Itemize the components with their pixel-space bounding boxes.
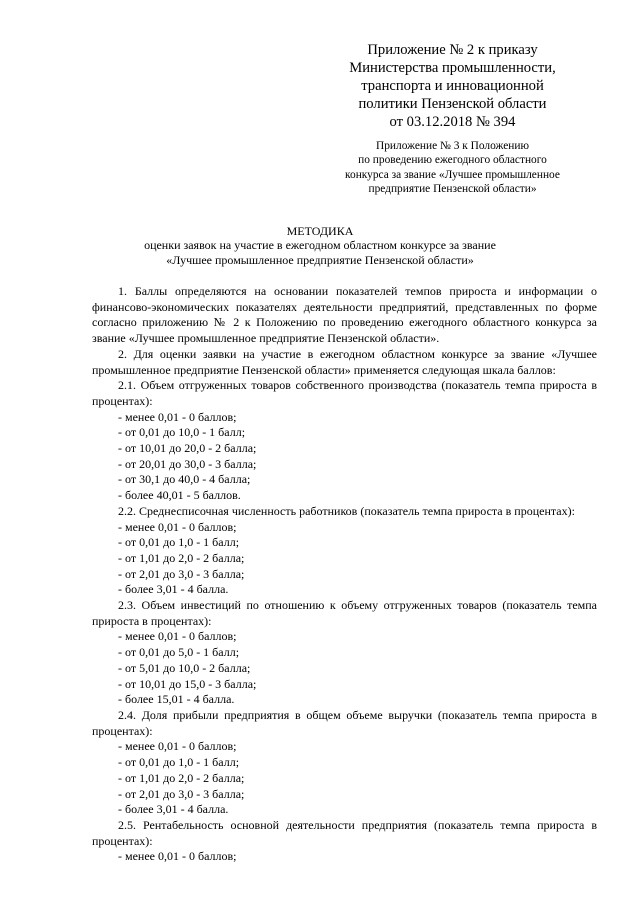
annex-line: от 03.12.2018 № 394 xyxy=(389,114,516,130)
scale-item: - более 3,01 - 4 балла. xyxy=(118,802,229,817)
scale-item: - менее 0,01 - 0 баллов; xyxy=(118,519,237,534)
scale-item: - более 3,01 - 4 балла. xyxy=(118,582,229,597)
scale-item: - более 40,01 - 5 баллов. xyxy=(118,488,241,503)
scale-item: - от 0,01 до 1,0 - 1 балл; xyxy=(118,535,240,550)
scale-item: - от 0,01 до 5,0 - 1 балл; xyxy=(118,645,240,660)
scale-item: - более 15,01 - 4 балла. xyxy=(118,692,235,707)
scale-item: - от 0,01 до 1,0 - 1 балл; xyxy=(118,755,240,770)
title-subtitle: «Лучшее промышленное предприятие Пензенской области» xyxy=(166,252,474,267)
scale-item: - от 1,01 до 2,0 - 2 балла; xyxy=(118,770,245,785)
scale-item: - менее 0,01 - 0 баллов; xyxy=(118,629,237,644)
regulation-line: конкурса за звание «Лучшее промышленное xyxy=(345,168,560,181)
annex-line: Министерства промышленности, xyxy=(349,60,556,76)
scale-item: - от 10,01 до 20,0 - 2 балла; xyxy=(118,441,257,456)
annex-line: транспорта и инновационной xyxy=(361,78,544,94)
regulation-line: по проведению ежегодного областного xyxy=(358,154,547,167)
scale-item: - от 10,01 до 15,0 - 3 балла; xyxy=(118,676,257,691)
annex-line: политики Пензенской области xyxy=(358,96,547,112)
section-2-2-heading: 2.2. Среднесписочная численность работников (показатель темпа прироста в процентах): xyxy=(118,503,575,518)
document-title xyxy=(0,224,640,267)
scale-item: - от 0,01 до 10,0 - 1 балл; xyxy=(118,425,246,440)
section-2-1-heading: 2.1. Объем отгруженных товаров собственного производства (показатель темпа прироста в процентах): xyxy=(92,378,597,408)
scale-item: - менее 0,01 - 0 баллов; xyxy=(118,849,237,864)
scale-item: - от 5,01 до 10,0 - 2 балла; xyxy=(118,660,251,675)
scale-item: - от 2,01 до 3,0 - 3 балла; xyxy=(118,566,245,581)
section-2-5-heading: 2.5. Рентабельность основной деятельности предприятия (показатель темпа прироста в процентах): xyxy=(92,817,597,848)
scale-item: - от 30,1 до 40,0 - 4 балла; xyxy=(118,472,251,487)
section-2-4-heading: 2.4. Доля прибыли предприятия в общем объеме выручки (показатель темпа прироста в процентах): xyxy=(92,707,597,738)
section-2-3-heading: 2.3. Объем инвестиций по отношению к объему отгруженных товаров (показатель темпа прироста в процентах): xyxy=(92,598,597,628)
regulation-line: Приложение № 3 к Положению xyxy=(376,140,529,152)
document-body xyxy=(92,284,597,865)
scale-item: - от 20,01 до 30,0 - 3 балла; xyxy=(118,456,257,471)
scale-item: - от 1,01 до 2,0 - 2 балла; xyxy=(118,550,245,565)
title-main: МЕТОДИКА xyxy=(286,224,354,238)
title-subtitle: оценки заявок на участие в ежегодном областном конкурсе за звание xyxy=(144,238,496,253)
paragraph-1: 1. Баллы определяются на основании показателей темпов прироста и информации о финансово-экономических показателях деятельности предприятий, представленных по форме согласно приложению № 2 к Положению по проведению ежегодного областного конкурса за звание «Лучшее промышленное предприятие Пензенской области». xyxy=(92,284,597,346)
annex-header xyxy=(340,41,565,131)
scale-item: - менее 0,01 - 0 баллов; xyxy=(118,739,237,754)
scale-item: - от 2,01 до 3,0 - 3 балла; xyxy=(118,786,245,801)
annex-line: Приложение № 2 к приказу xyxy=(367,42,538,58)
regulation-header xyxy=(330,139,575,197)
regulation-line: предприятие Пензенской области» xyxy=(368,183,537,196)
scale-item: - менее 0,01 - 0 баллов; xyxy=(118,409,237,424)
paragraph-2: 2. Для оценки заявки на участие в ежегодном областном конкурсе за звание «Лучшее промышленное предприятие Пензенской области» применяется следующая шкала баллов: xyxy=(92,346,597,377)
